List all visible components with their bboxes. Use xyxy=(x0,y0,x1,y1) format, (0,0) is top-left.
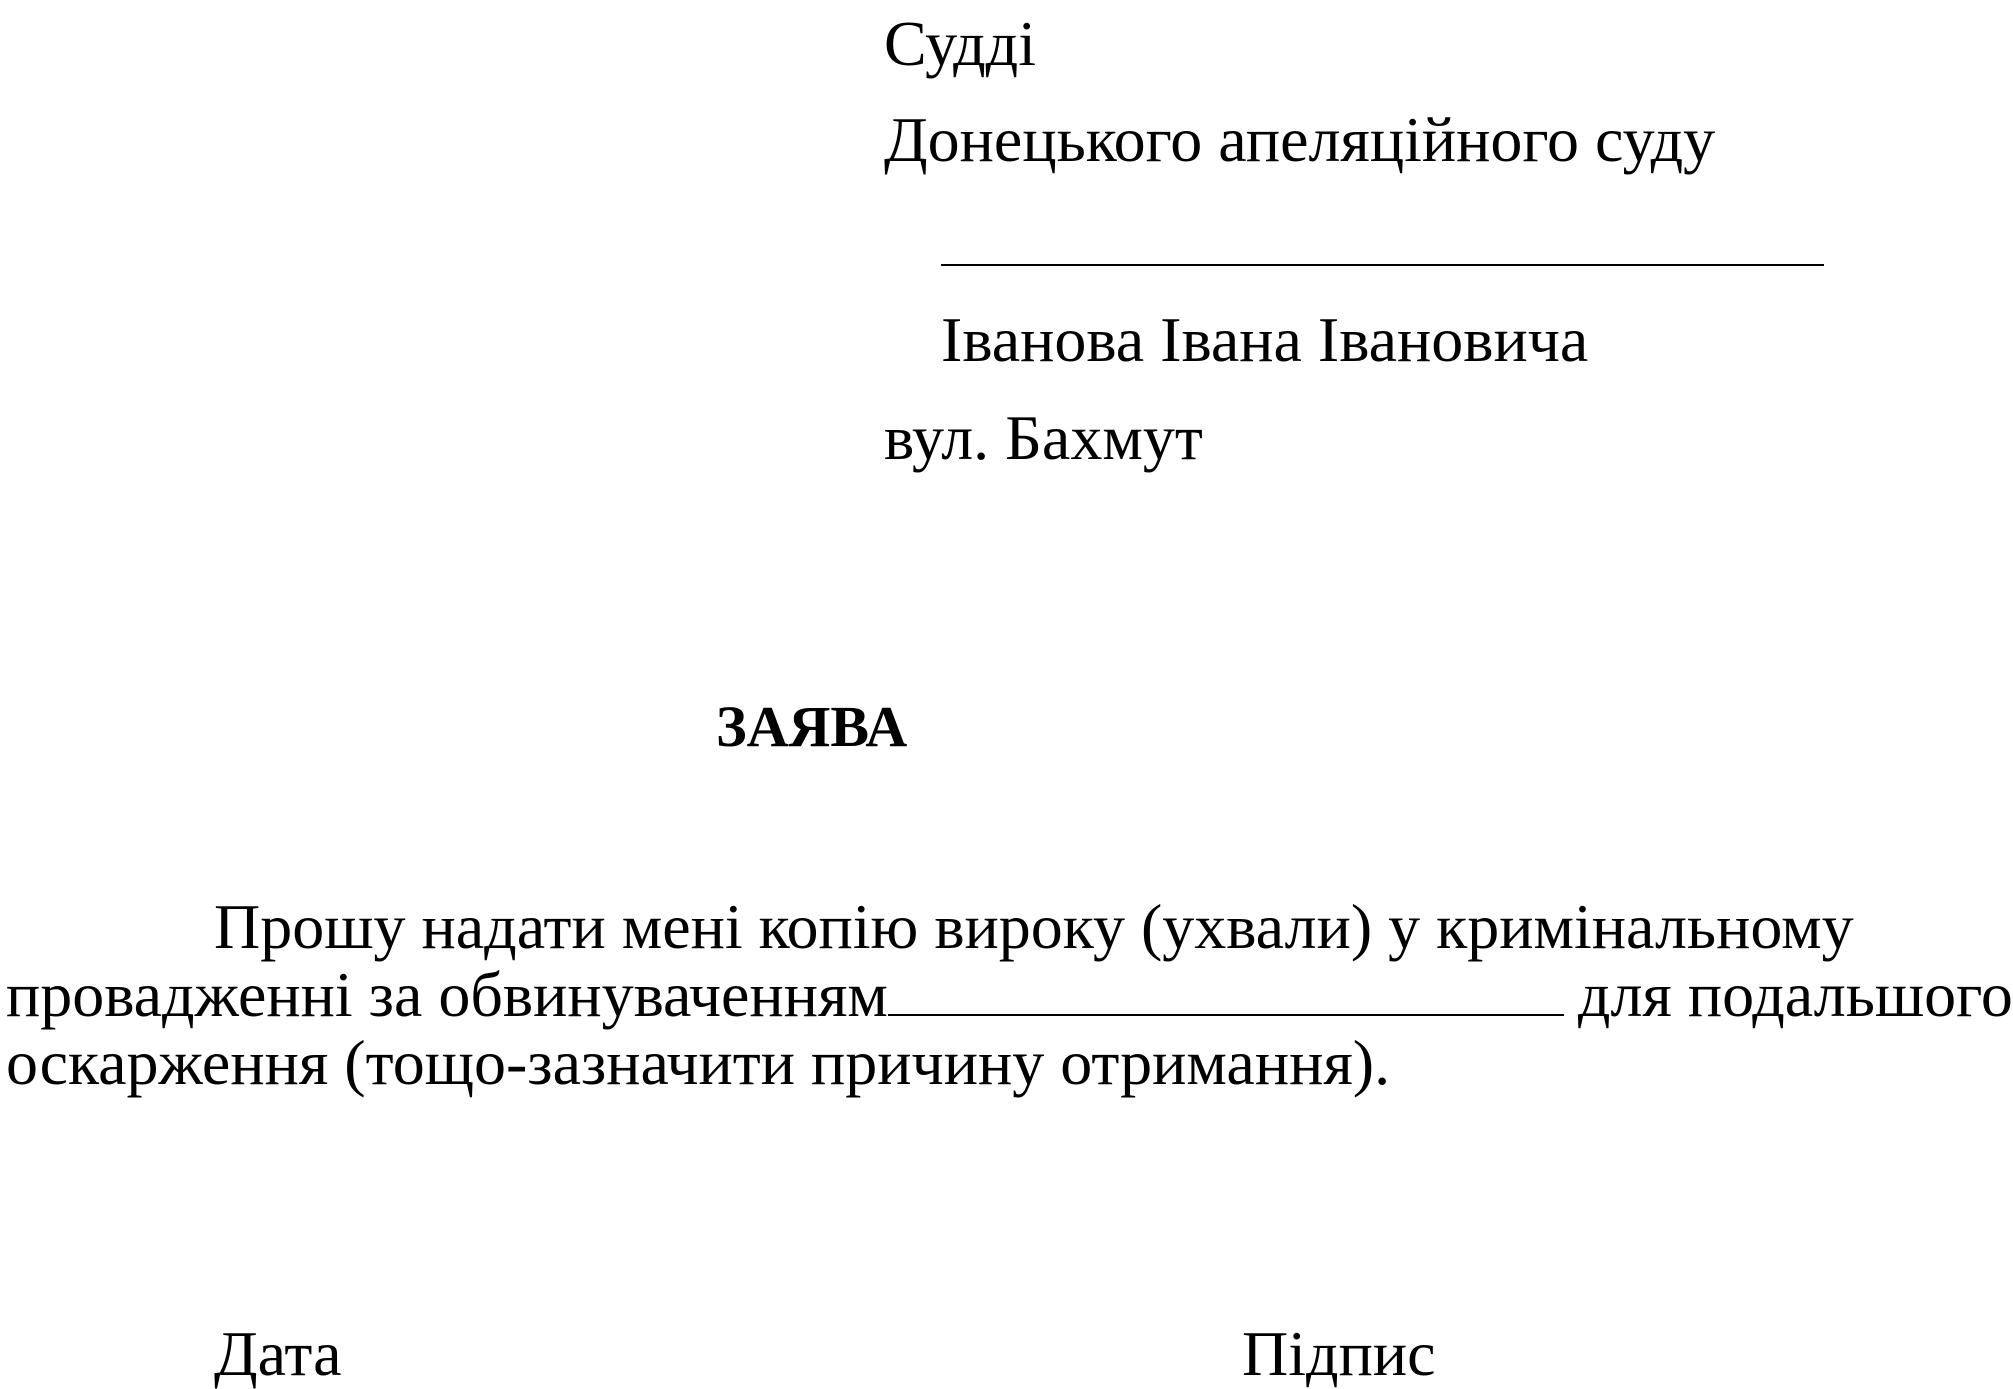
body-line-2-start: провадженні за обвинуваченням xyxy=(6,959,888,1030)
blank-line-court-details xyxy=(941,264,1824,266)
body-line-2-end: для подальшого xyxy=(1577,959,2013,1030)
addressee-title: Судді xyxy=(884,8,1036,79)
date-label: Дата xyxy=(214,1318,342,1389)
body-line-3: оскарження (тощо-зазначити причину отримання). xyxy=(6,1027,1391,1098)
body-line-1: Прошу надати мені копію вироку (ухвали) у кримінальному xyxy=(214,891,1854,962)
blank-line-accusation xyxy=(888,968,1564,1016)
applicant-address: вул. Бахмут xyxy=(884,402,1203,473)
document-title: ЗАЯВА xyxy=(716,694,908,759)
signature-label: Підпис xyxy=(1242,1318,1436,1389)
addressee-court: Донецького апеляційного суду xyxy=(884,104,1716,175)
body-line-2 xyxy=(6,959,2013,1030)
applicant-name: Іванова Івана Івановича xyxy=(941,304,1589,375)
